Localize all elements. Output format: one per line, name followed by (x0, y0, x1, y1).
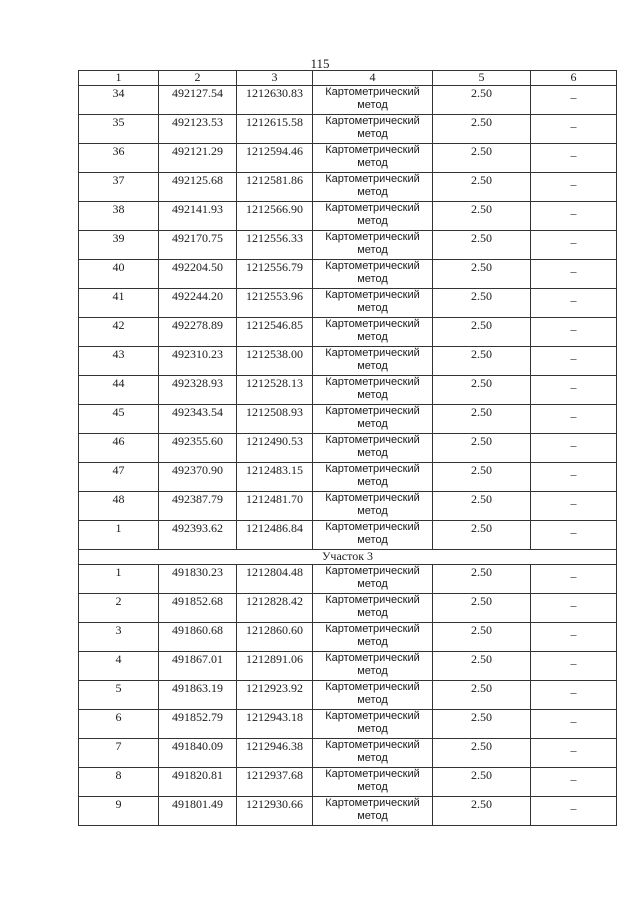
note-dash: – (570, 235, 577, 249)
accuracy-cell: 2.50 (433, 434, 531, 463)
note-cell (531, 623, 617, 652)
note-dash: – (570, 714, 577, 728)
note-cell (531, 86, 617, 115)
note-cell (531, 434, 617, 463)
table-row (79, 173, 617, 202)
method-cell: Картометрический метод (313, 405, 433, 434)
table-row (79, 739, 617, 768)
header-cell: 1 (79, 71, 159, 86)
x-coordinate-cell: 492393.62 (159, 521, 237, 550)
point-number-cell: 1 (79, 565, 159, 594)
table-row (79, 565, 617, 594)
method-cell: Картометрический метод (313, 797, 433, 826)
y-coordinate-cell: 1212490.53 (237, 434, 313, 463)
section-title: Участок 3 (79, 550, 617, 565)
y-coordinate-cell: 1212804.48 (237, 565, 313, 594)
table-row (79, 318, 617, 347)
method-cell: Картометрический метод (313, 594, 433, 623)
y-coordinate-cell: 1212538.00 (237, 347, 313, 376)
accuracy-cell: 2.50 (433, 144, 531, 173)
note-cell (531, 710, 617, 739)
note-cell (531, 318, 617, 347)
method-cell: Картометрический метод (313, 144, 433, 173)
accuracy-cell: 2.50 (433, 739, 531, 768)
y-coordinate-cell: 1212923.92 (237, 681, 313, 710)
note-dash: – (570, 351, 577, 365)
x-coordinate-cell: 492370.90 (159, 463, 237, 492)
x-coordinate-cell: 492328.93 (159, 376, 237, 405)
method-cell: Картометрический метод (313, 739, 433, 768)
x-coordinate-cell: 492387.79 (159, 492, 237, 521)
table-row (79, 260, 617, 289)
x-coordinate-cell: 492355.60 (159, 434, 237, 463)
y-coordinate-cell: 1212553.96 (237, 289, 313, 318)
accuracy-cell: 2.50 (433, 492, 531, 521)
note-dash: – (570, 743, 577, 757)
note-dash: – (570, 525, 577, 539)
note-cell (531, 347, 617, 376)
table-row (79, 434, 617, 463)
x-coordinate-cell: 491860.68 (159, 623, 237, 652)
accuracy-cell: 2.50 (433, 521, 531, 550)
note-dash: – (570, 467, 577, 481)
point-number-cell: 5 (79, 681, 159, 710)
method-cell: Картометрический метод (313, 86, 433, 115)
point-number-cell: 2 (79, 594, 159, 623)
point-number-cell: 37 (79, 173, 159, 202)
x-coordinate-cell: 492125.68 (159, 173, 237, 202)
accuracy-cell: 2.50 (433, 797, 531, 826)
point-number-cell: 41 (79, 289, 159, 318)
point-number-cell: 7 (79, 739, 159, 768)
note-dash: – (570, 322, 577, 336)
x-coordinate-cell: 492204.50 (159, 260, 237, 289)
y-coordinate-cell: 1212630.83 (237, 86, 313, 115)
accuracy-cell: 2.50 (433, 376, 531, 405)
note-cell (531, 289, 617, 318)
note-cell (531, 115, 617, 144)
note-dash: – (570, 569, 577, 583)
coordinates-table-body (79, 71, 617, 826)
x-coordinate-cell: 491820.81 (159, 768, 237, 797)
point-number-cell: 34 (79, 86, 159, 115)
accuracy-cell: 2.50 (433, 405, 531, 434)
method-cell: Картометрический метод (313, 521, 433, 550)
method-cell: Картометрический метод (313, 463, 433, 492)
y-coordinate-cell: 1212594.46 (237, 144, 313, 173)
y-coordinate-cell: 1212556.79 (237, 260, 313, 289)
method-cell: Картометрический метод (313, 173, 433, 202)
x-coordinate-cell: 491852.79 (159, 710, 237, 739)
method-cell: Картометрический метод (313, 347, 433, 376)
note-dash: – (570, 264, 577, 278)
note-cell (531, 521, 617, 550)
accuracy-cell: 2.50 (433, 463, 531, 492)
method-cell: Картометрический метод (313, 434, 433, 463)
x-coordinate-cell: 492121.29 (159, 144, 237, 173)
note-cell (531, 231, 617, 260)
note-cell (531, 652, 617, 681)
x-coordinate-cell: 491801.49 (159, 797, 237, 826)
table-row (79, 202, 617, 231)
table-row (79, 521, 617, 550)
accuracy-cell: 2.50 (433, 768, 531, 797)
note-cell (531, 405, 617, 434)
accuracy-cell: 2.50 (433, 260, 531, 289)
point-number-cell: 48 (79, 492, 159, 521)
point-number-cell: 8 (79, 768, 159, 797)
method-cell: Картометрический метод (313, 202, 433, 231)
accuracy-cell: 2.50 (433, 710, 531, 739)
y-coordinate-cell: 1212891.06 (237, 652, 313, 681)
accuracy-cell: 2.50 (433, 86, 531, 115)
table-row (79, 86, 617, 115)
point-number-cell: 47 (79, 463, 159, 492)
note-cell (531, 492, 617, 521)
note-cell (531, 797, 617, 826)
point-number-cell: 4 (79, 652, 159, 681)
point-number-cell: 36 (79, 144, 159, 173)
method-cell: Картометрический метод (313, 318, 433, 347)
header-cell: 6 (531, 71, 617, 86)
note-cell (531, 739, 617, 768)
note-cell (531, 768, 617, 797)
y-coordinate-cell: 1212556.33 (237, 231, 313, 260)
point-number-cell: 46 (79, 434, 159, 463)
y-coordinate-cell: 1212481.70 (237, 492, 313, 521)
y-coordinate-cell: 1212860.60 (237, 623, 313, 652)
method-cell: Картометрический метод (313, 681, 433, 710)
x-coordinate-cell: 492244.20 (159, 289, 237, 318)
header-cell: 4 (313, 71, 433, 86)
accuracy-cell: 2.50 (433, 202, 531, 231)
point-number-cell: 35 (79, 115, 159, 144)
y-coordinate-cell: 1212937.68 (237, 768, 313, 797)
note-dash: – (570, 496, 577, 510)
note-cell (531, 376, 617, 405)
y-coordinate-cell: 1212483.15 (237, 463, 313, 492)
note-dash: – (570, 119, 577, 133)
table-row (79, 710, 617, 739)
point-number-cell: 42 (79, 318, 159, 347)
note-cell (531, 463, 617, 492)
x-coordinate-cell: 492343.54 (159, 405, 237, 434)
note-cell (531, 144, 617, 173)
table-row (79, 652, 617, 681)
table-row (79, 623, 617, 652)
note-dash: – (570, 772, 577, 786)
accuracy-cell: 2.50 (433, 594, 531, 623)
y-coordinate-cell: 1212486.84 (237, 521, 313, 550)
note-dash: – (570, 148, 577, 162)
table-row (79, 144, 617, 173)
header-cell: 2 (159, 71, 237, 86)
note-dash: – (570, 598, 577, 612)
note-dash: – (570, 90, 577, 104)
y-coordinate-cell: 1212581.86 (237, 173, 313, 202)
note-cell (531, 681, 617, 710)
note-cell (531, 594, 617, 623)
x-coordinate-cell: 491840.09 (159, 739, 237, 768)
accuracy-cell: 2.50 (433, 652, 531, 681)
method-cell: Картометрический метод (313, 710, 433, 739)
coordinates-table (78, 70, 617, 826)
point-number-cell: 6 (79, 710, 159, 739)
table-row (79, 231, 617, 260)
x-coordinate-cell: 492278.89 (159, 318, 237, 347)
accuracy-cell: 2.50 (433, 681, 531, 710)
table-row (79, 797, 617, 826)
note-dash: – (570, 177, 577, 191)
note-dash: – (570, 627, 577, 641)
note-cell (531, 202, 617, 231)
table-row (79, 463, 617, 492)
note-dash: – (570, 380, 577, 394)
accuracy-cell: 2.50 (433, 173, 531, 202)
page-number: 115 (310, 56, 330, 71)
note-cell (531, 173, 617, 202)
x-coordinate-cell: 492127.54 (159, 86, 237, 115)
point-number-cell: 39 (79, 231, 159, 260)
method-cell: Картометрический метод (313, 231, 433, 260)
table-row (79, 376, 617, 405)
note-dash: – (570, 293, 577, 307)
x-coordinate-cell: 491863.19 (159, 681, 237, 710)
method-cell: Картометрический метод (313, 492, 433, 521)
point-number-cell: 44 (79, 376, 159, 405)
point-number-cell: 3 (79, 623, 159, 652)
point-number-cell: 40 (79, 260, 159, 289)
accuracy-cell: 2.50 (433, 231, 531, 260)
point-number-cell: 43 (79, 347, 159, 376)
y-coordinate-cell: 1212546.85 (237, 318, 313, 347)
y-coordinate-cell: 1212828.42 (237, 594, 313, 623)
note-cell (531, 260, 617, 289)
point-number-cell: 45 (79, 405, 159, 434)
y-coordinate-cell: 1212508.93 (237, 405, 313, 434)
point-number-cell: 38 (79, 202, 159, 231)
method-cell: Картометрический метод (313, 768, 433, 797)
note-cell (531, 565, 617, 594)
y-coordinate-cell: 1212943.18 (237, 710, 313, 739)
method-cell: Картометрический метод (313, 565, 433, 594)
x-coordinate-cell: 492141.93 (159, 202, 237, 231)
table-row (79, 768, 617, 797)
note-dash: – (570, 656, 577, 670)
y-coordinate-cell: 1212615.58 (237, 115, 313, 144)
method-cell: Картометрический метод (313, 623, 433, 652)
x-coordinate-cell: 491852.68 (159, 594, 237, 623)
note-dash: – (570, 206, 577, 220)
note-dash: – (570, 438, 577, 452)
y-coordinate-cell: 1212528.13 (237, 376, 313, 405)
table-row (79, 492, 617, 521)
table-row (79, 594, 617, 623)
table-row (79, 289, 617, 318)
table-row (79, 405, 617, 434)
x-coordinate-cell: 492310.23 (159, 347, 237, 376)
method-cell: Картометрический метод (313, 115, 433, 144)
method-cell: Картометрический метод (313, 260, 433, 289)
section-row (79, 550, 617, 565)
header-cell: 5 (433, 71, 531, 86)
point-number-cell: 1 (79, 521, 159, 550)
note-dash: – (570, 685, 577, 699)
accuracy-cell: 2.50 (433, 623, 531, 652)
table-row (79, 681, 617, 710)
method-cell: Картометрический метод (313, 376, 433, 405)
x-coordinate-cell: 491830.23 (159, 565, 237, 594)
header-row (79, 71, 617, 86)
accuracy-cell: 2.50 (433, 347, 531, 376)
table-row (79, 347, 617, 376)
note-dash: – (570, 409, 577, 423)
table-row (79, 115, 617, 144)
accuracy-cell: 2.50 (433, 318, 531, 347)
y-coordinate-cell: 1212946.38 (237, 739, 313, 768)
point-number-cell: 9 (79, 797, 159, 826)
y-coordinate-cell: 1212930.66 (237, 797, 313, 826)
x-coordinate-cell: 492123.53 (159, 115, 237, 144)
x-coordinate-cell: 491867.01 (159, 652, 237, 681)
accuracy-cell: 2.50 (433, 115, 531, 144)
accuracy-cell: 2.50 (433, 289, 531, 318)
method-cell: Картометрический метод (313, 652, 433, 681)
y-coordinate-cell: 1212566.90 (237, 202, 313, 231)
header-cell: 3 (237, 71, 313, 86)
method-cell: Картометрический метод (313, 289, 433, 318)
note-dash: – (570, 801, 577, 815)
accuracy-cell: 2.50 (433, 565, 531, 594)
x-coordinate-cell: 492170.75 (159, 231, 237, 260)
